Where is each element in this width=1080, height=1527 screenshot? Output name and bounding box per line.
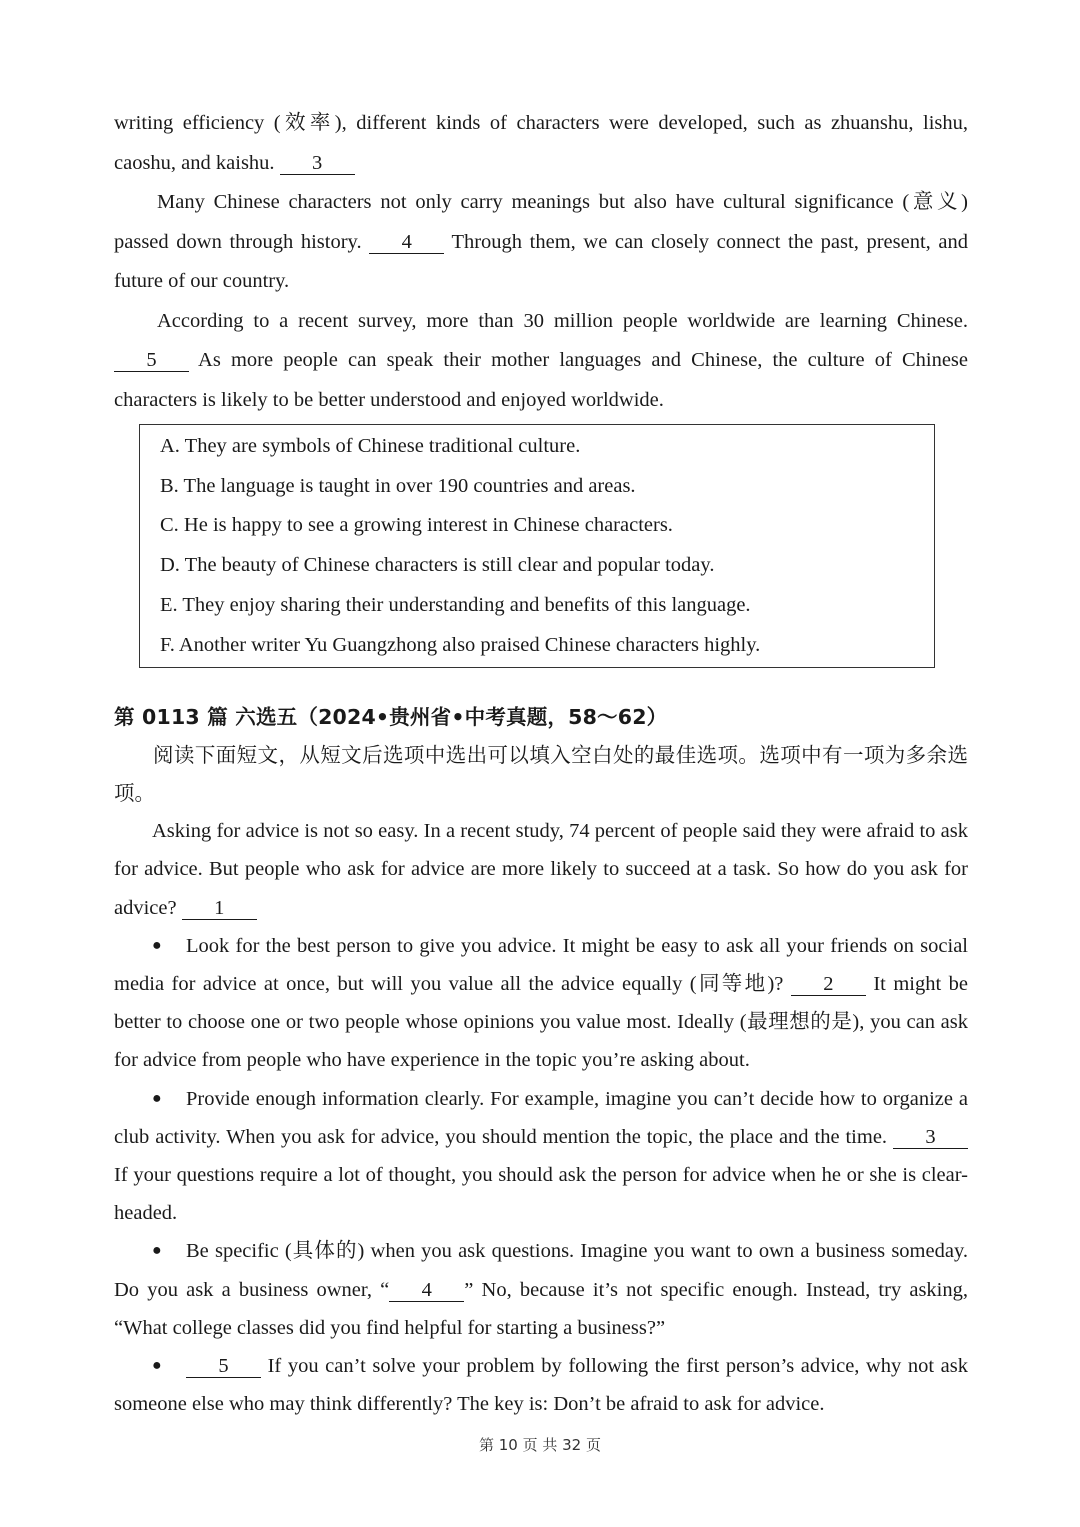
bullet1-text-a: Look for the best person to give you advice. It might be easy to ask all your friends on social media for advice at once, but will you value all the advice equally (同等地)?: [114, 934, 968, 996]
bullet-icon: ●: [152, 936, 162, 954]
answer-blank-5: 5: [114, 349, 189, 372]
passage2-intro: [114, 812, 968, 927]
passage1-p1-text: writing efficiency (效率), different kinds of characters were developed, such as zhuanshu, lishu, caoshu, and kaishu.: [114, 112, 968, 174]
bullet-paragraph-2: [114, 1080, 968, 1233]
passage1-p3-text-a: According to a recent survey, more than 30 million people worldwide are learning Chinese.: [157, 309, 968, 332]
bullet-icon: ●: [152, 1089, 162, 1107]
passage1-p3-text-b: As more people can speak their mother languages and Chinese, the culture of Chinese characters is likely to be better understood and enjoyed worldwide.: [114, 349, 968, 411]
bullet2-text-a: Provide enough information clearly. For example, imagine you can’t decide how to organize a club activity. When you ask for advice, you should mention the topic, the place and the time.: [114, 1087, 968, 1148]
bullet-icon: ●: [152, 1357, 162, 1375]
answer-blank-2: 2: [791, 973, 866, 996]
options-box: [139, 424, 935, 668]
passage1-paragraph-1: [114, 104, 968, 183]
bullet4-text: If you can’t solve your problem by following the first person’s advice, why not ask someone else who may think differently? The key is: Don’t be afraid to ask for advice.: [114, 1355, 968, 1416]
bullet-paragraph-3: [114, 1232, 968, 1347]
option-d: D. The beauty of Chinese characters is still clear and popular today.: [160, 554, 715, 577]
answer-blank-5b: 5: [186, 1355, 261, 1378]
section-instruction: 阅读下面短文，从短文后选项中选出可以填入空白处的最佳选项。选项中有一项为多余选项。: [114, 743, 968, 806]
bullet1-text-b: It might be better to choose one or two people whose opinions you value most. Ideally (最理想的是), you can ask for advice from people who have experience in the topic you’re asking about.: [114, 973, 968, 1072]
bullet-paragraph-1: [114, 927, 968, 1080]
option-f: F. Another writer Yu Guangzhong also praised Chinese characters highly.: [160, 633, 761, 656]
bullet3-text-a: Be specific (具体的) when you ask questions. Imagine you want to own a business someday. Do you ask a business owner, “: [114, 1240, 968, 1301]
page-footer: 第 10 页 共 32 页: [478, 1436, 601, 1454]
answer-blank-4: 4: [369, 231, 444, 254]
passage1-p2-text-b: Through them, we can closely connect the past, present, and future of our country.: [114, 230, 968, 292]
section-title: 第 0113 篇 六选五（2024•贵州省•中考真题，58～62）: [114, 705, 668, 730]
answer-blank-4b: 4: [389, 1279, 464, 1302]
passage2-intro-text: Asking for advice is not so easy. In a recent study, 74 percent of people said they were afraid to ask for advice. But people who ask for advice are more likely to succeed at a task. So how do you ask for advice?: [114, 820, 968, 919]
answer-blank-1: 1: [182, 897, 257, 920]
bullet-icon: ●: [152, 1242, 162, 1260]
bullet2-text-b: If your questions require a lot of thought, you should ask the person for advice when he or she is clear-headed.: [114, 1164, 968, 1225]
option-a: A. They are symbols of Chinese traditional culture.: [160, 435, 581, 457]
option-b: B. The language is taught in over 190 countries and areas.: [160, 474, 636, 497]
option-c: C. He is happy to see a growing interest in Chinese characters.: [160, 514, 673, 537]
bullet-paragraph-4: [114, 1347, 968, 1423]
option-e: E. They enjoy sharing their understanding and benefits of this language.: [160, 593, 751, 616]
answer-blank-3: 3: [280, 152, 355, 175]
passage1-p2-text-a: Many Chinese characters not only carry meanings but also have cultural significance (意义) passed down through history.: [114, 191, 968, 253]
answer-blank-3b: 3: [893, 1126, 968, 1149]
passage1-paragraph-2: [114, 183, 968, 302]
bullet3-text-b: ” No, because it’s not specific enough. Instead, try asking, “What college classes did you find helpful for starting a business?”: [114, 1278, 969, 1339]
document-page: [114, 104, 968, 1423]
passage1-paragraph-3: [114, 302, 968, 421]
